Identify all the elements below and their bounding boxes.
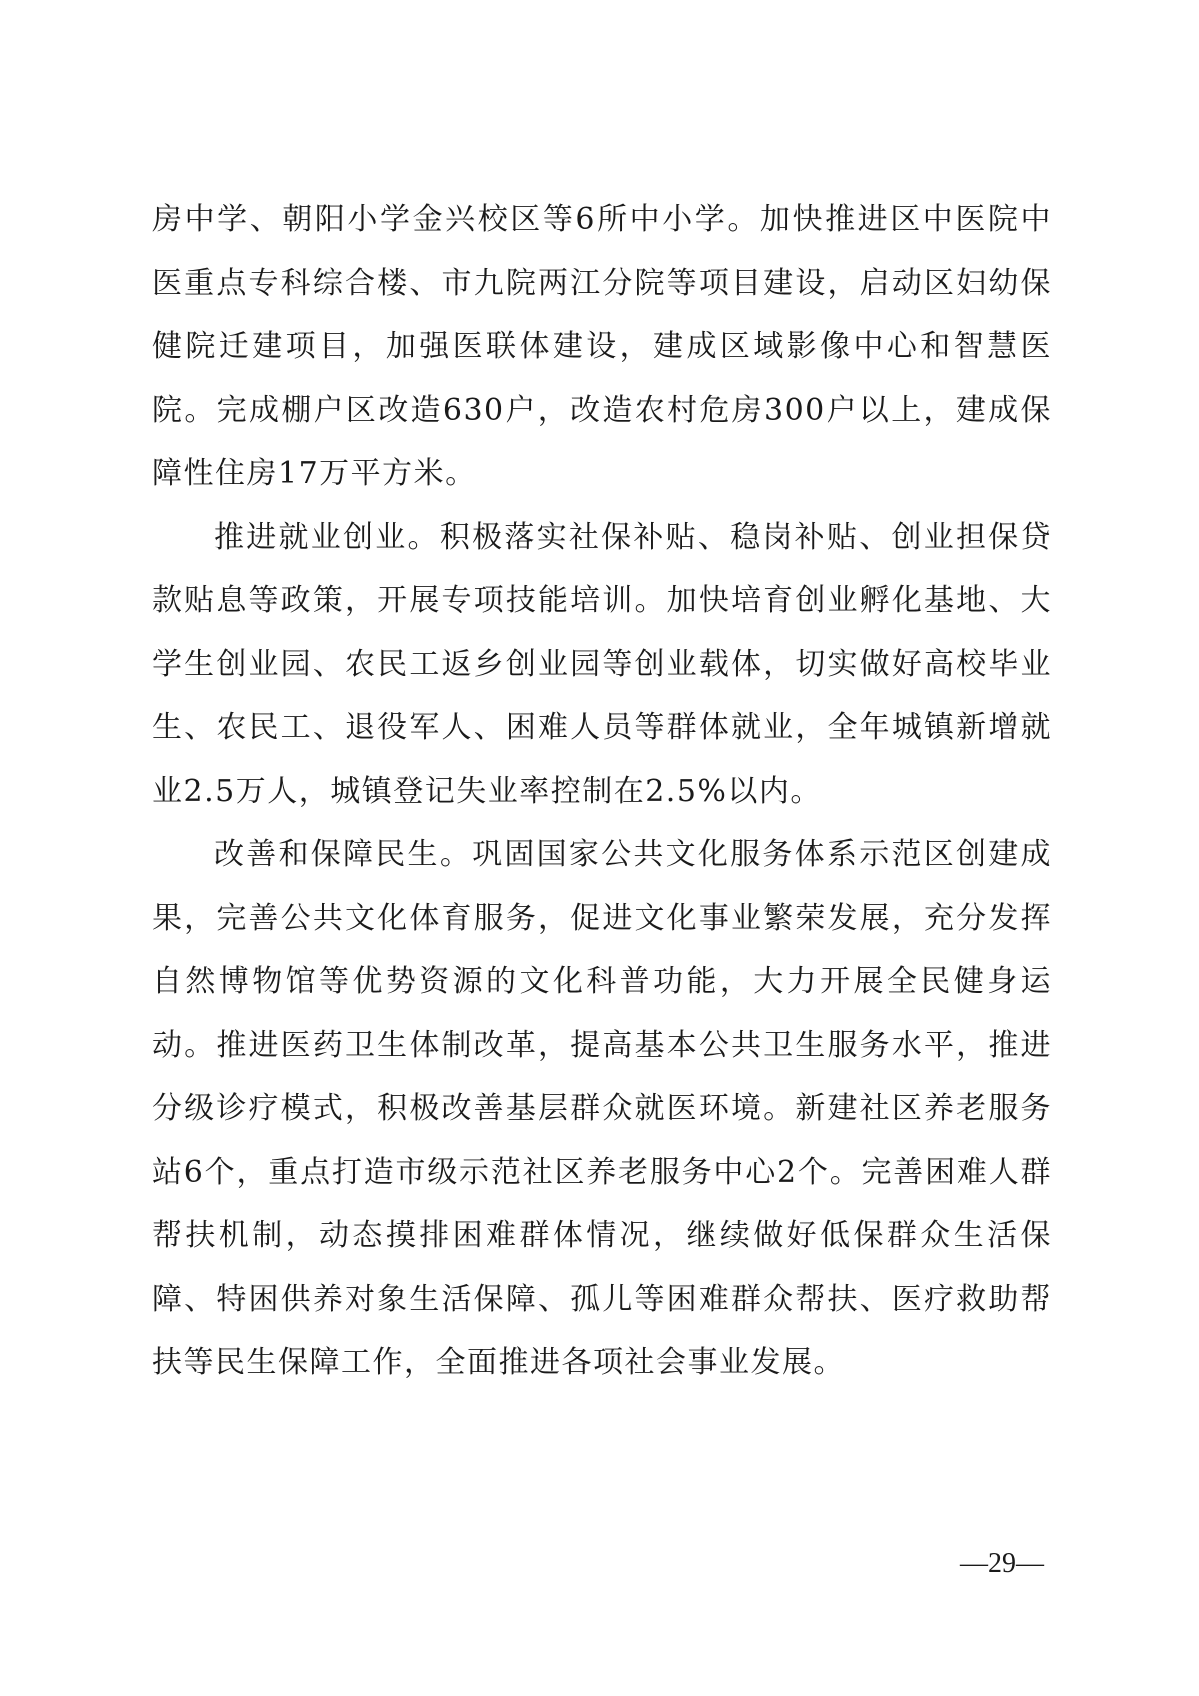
paragraph-continuation: 房中学、朝阳小学金兴校区等6所中小学。加快推进区中医院中医重点专科综合楼、市九院两江分院等项目建设，启动区妇幼保健院迁建项目，加强医联体建设，建成区域影像中心和智慧医院。完成棚户区改造630户，改造农村危房300户以上，建成保障性住房17万平方米。: [152, 202, 1052, 491]
paragraph-employment: 推进就业创业。积极落实社保补贴、稳岗补贴、创业担保贷款贴息等政策，开展专项技能培训。加快培育创业孵化基地、大学生创业园、农民工返乡创业园等创业载体，切实做好高校毕业生、农民工、退役军人、困难人员等群体就业，全年城镇新增就业2.5万人，城镇登记失业率控制在2.5%以内。: [152, 519, 1052, 809]
paragraph-livelihood: 改善和保障民生。巩固国家公共文化服务体系示范区创建成果，完善公共文化体育服务，促进文化事业繁荣发展，充分发挥自然博物馆等优势资源的文化科普功能，大力开展全民健身运动。推进医药卫生体制改革，提高基本公共卫生服务水平，推进分级诊疗模式，积极改善基层群众就医环境。新建社区养老服务站6个，重点打造市级示范社区养老服务中心2个。完善困难人群帮扶机制，动态摸排困难群体情况，继续做好低保群众生活保障、特困供养对象生活保障、孤儿等困难群众帮扶、医疗救助帮扶等民生保障工作，全面推进各项社会事业发展。: [152, 837, 1052, 1380]
page-number: —29—: [960, 1548, 1044, 1579]
body-text: [152, 188, 1052, 1395]
